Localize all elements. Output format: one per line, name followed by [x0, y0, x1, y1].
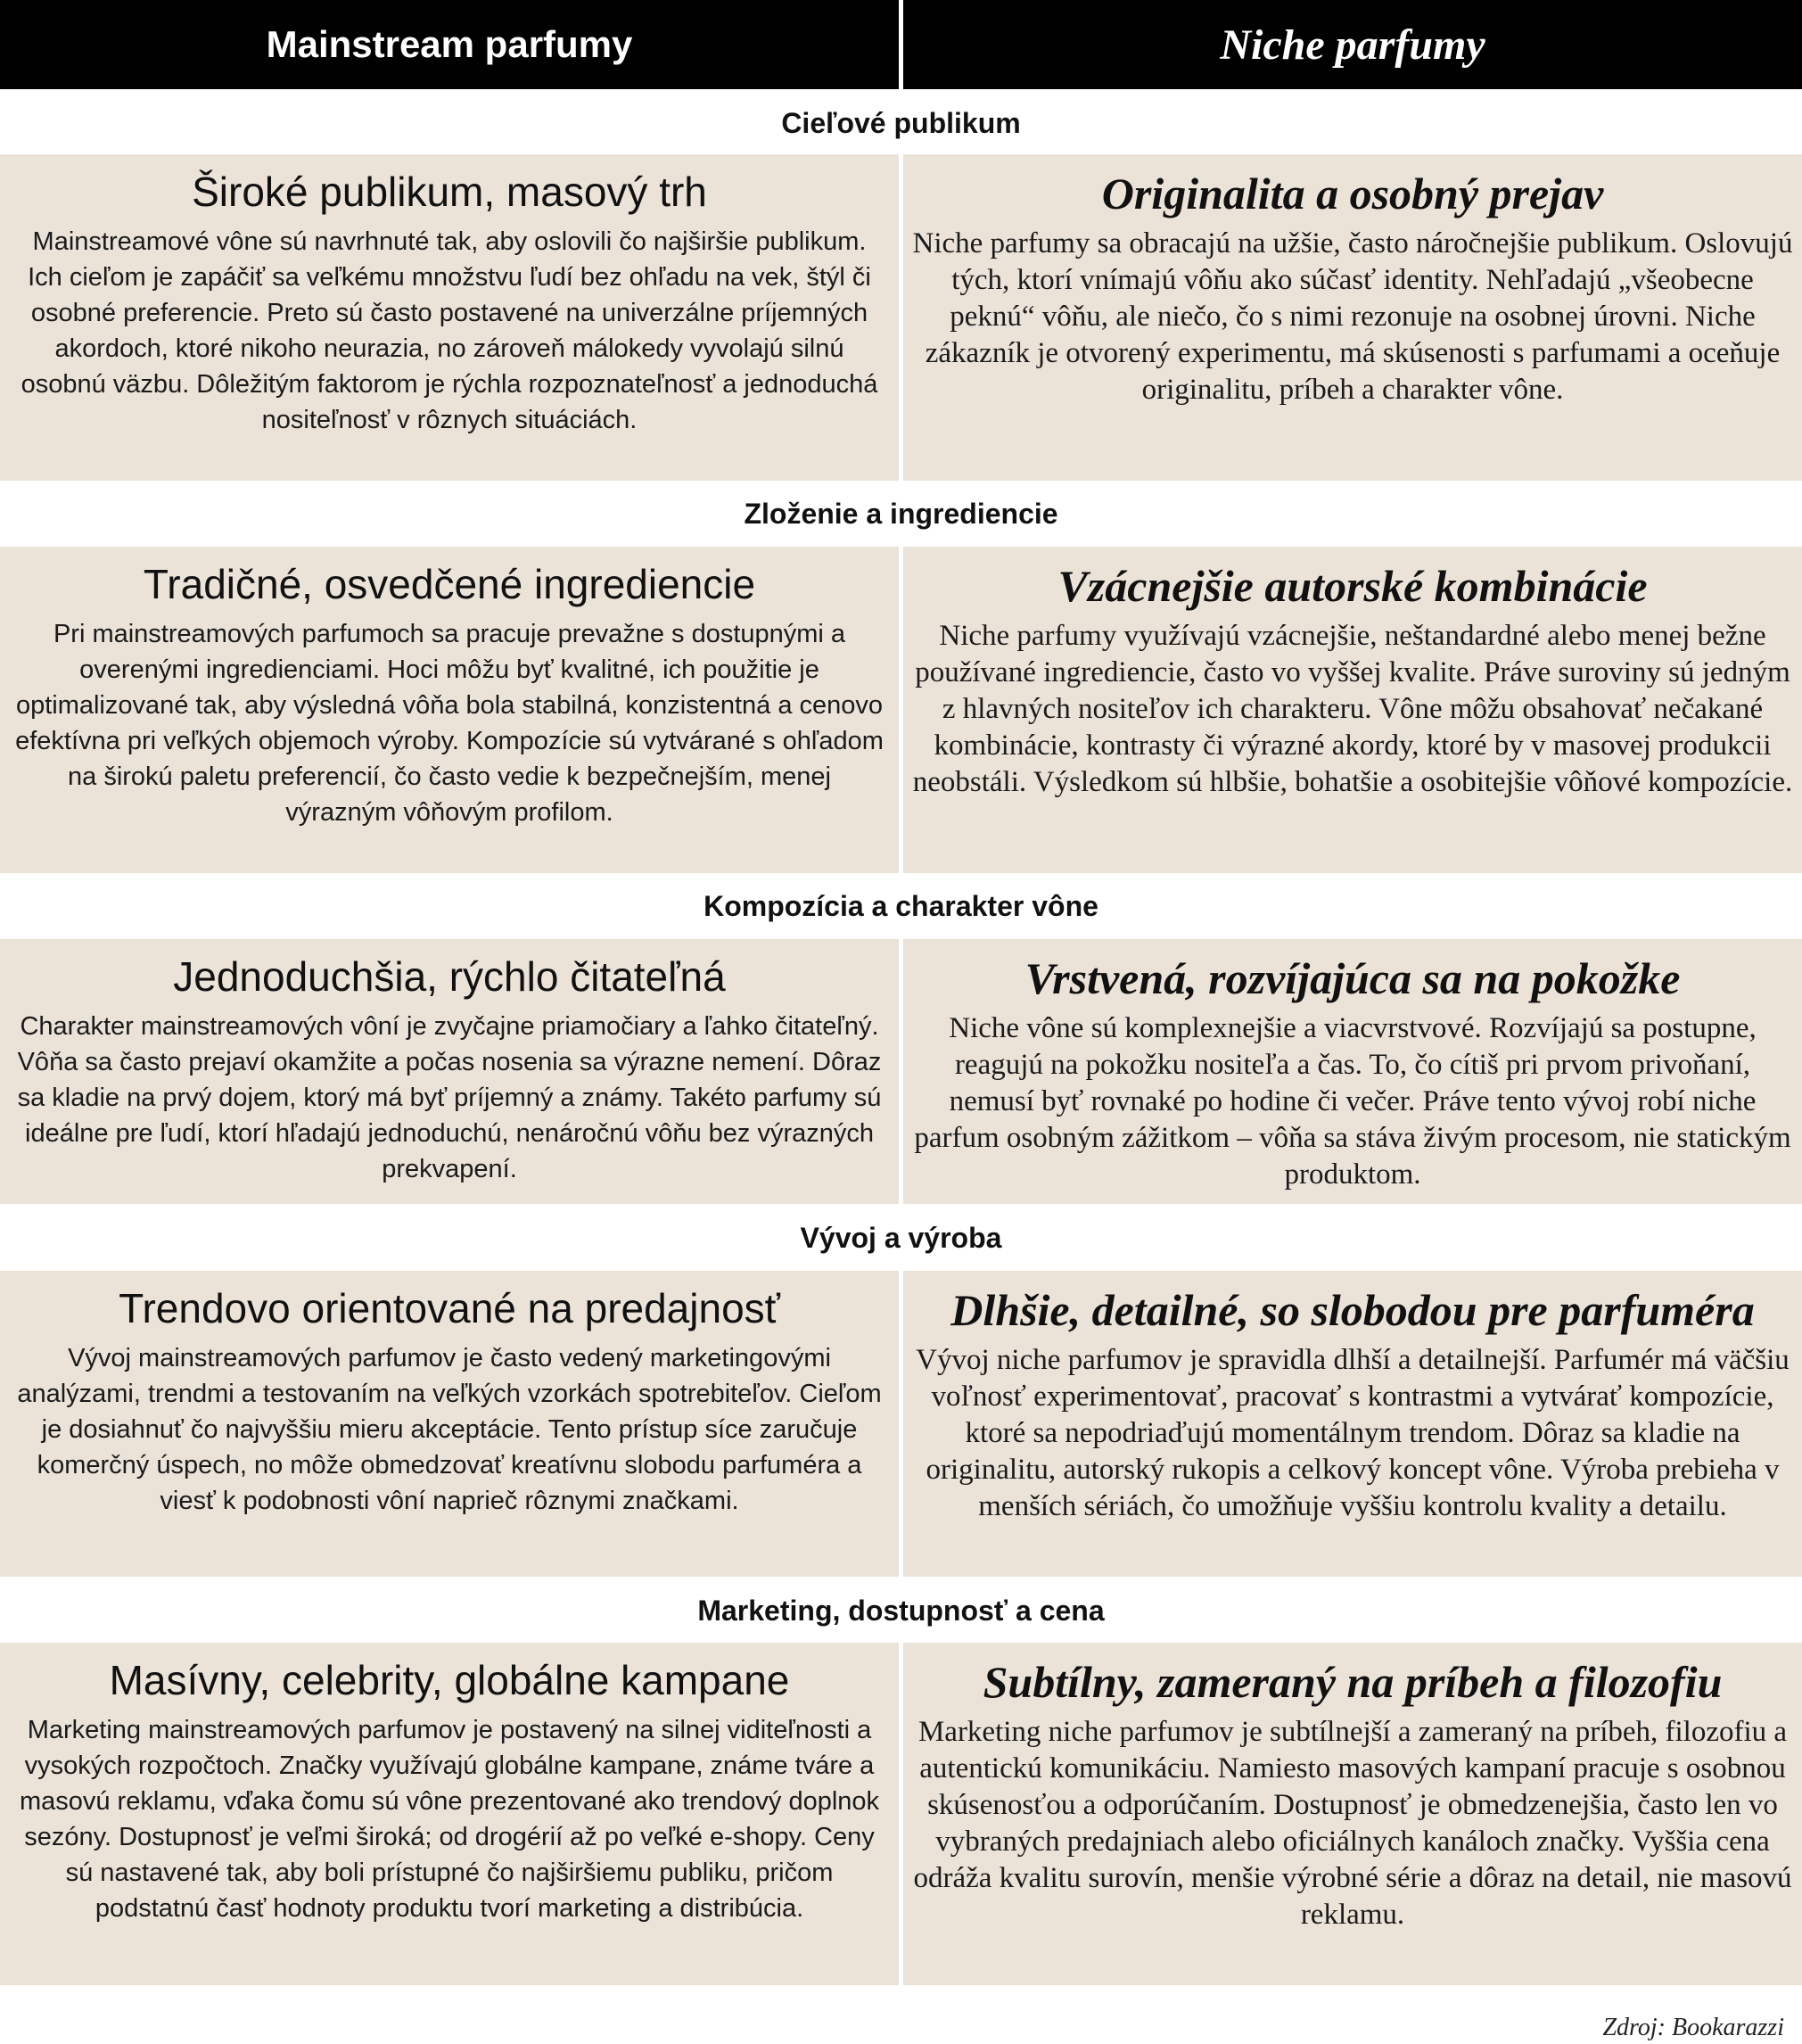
table-row	[0, 939, 1802, 1204]
table-header	[0, 0, 1802, 89]
niche-heading: Originalita a osobný prejav	[1101, 169, 1604, 218]
header-mainstream: Mainstream parfumy	[266, 23, 633, 65]
header-niche: Niche parfumy	[1220, 21, 1485, 69]
mainstream-heading: Masívny, celebrity, globálne kampane	[109, 1657, 790, 1703]
table-row	[0, 154, 1802, 481]
niche-heading: Vrstvená, rozvíjajúca sa na pokožke	[1024, 953, 1681, 1003]
mainstream-cell	[0, 547, 899, 873]
table-row	[0, 1271, 1802, 1577]
mainstream-heading: Tradičné, osvedčené ingrediencie	[143, 561, 756, 607]
mainstream-body: Pri mainstreamových parfumoch sa pracuje prevažne s dostupnými a overenými ingredienciami. Hoci môžu byť kvalitné, ich použitie je optimalizované tak, aby výsledná vôňa bola stabilná, konzistentná a cenovo efektívna pri veľkých objemoch výroby. Kompozície sú vytvárané s ohľadom na širokú paletu preferencií, čo často vedie k bezpečnejším, menej výrazným vôňovým profilom.	[15, 619, 884, 827]
section-title-kompozicia: Kompozícia a charakter vône	[704, 890, 1098, 922]
niche-heading: Dlhšie, detailné, so slobodou pre parfuméra	[950, 1285, 1755, 1335]
niche-body: Niche parfumy využívajú vzácnejšie, neštandardné alebo menej bežne používané ingrediencie, často vo vyššej kvalite. Práve suroviny sú jedným z hlavných nositeľov ich charakteru. Vône môžu obsahovať nečakané kombinácie, kontrasty či výrazné akordy, ktoré by v masovej produkcii neobstáli. Výsledkom sú hlbšie, bohatšie a osobitejšie vôňové kompozície.	[912, 620, 1793, 798]
niche-cell	[903, 547, 1802, 873]
niche-cell	[903, 1271, 1802, 1577]
mainstream-cell	[0, 154, 899, 481]
mainstream-body: Mainstreamové vône sú navrhnuté tak, aby oslovili čo najširšie publikum. Ich cieľom je zapáčiť sa veľkému množstvu ľudí bez ohľadu na vek, štýl či osobné preferencie. Preto sú často postavené na univerzálne príjemných akordoch, ktoré nikoho neurazia, no zároveň málokedy vyvolajú silnú osobnú väzbu. Dôležitým faktorom je rýchla rozpoznateľnosť a jednoduchá nositeľnosť v rôznych situáciách.	[21, 227, 878, 434]
mainstream-body: Marketing mainstreamových parfumov je postavený na silnej viditeľnosti a vysokých rozpočtoch. Značky využívajú globálne kampane, známe tváre a masovú reklamu, vďaka čomu sú vône prezentované ako trendový doplnok sezóny. Dostupnosť je veľmi široká; od drogérií až po veľké e-shopy. Ceny sú nastavené tak, aby boli prístupné čo najširšiemu publiku, pričom podstatnú časť hodnoty produktu tvorí marketing a distribúcia.	[19, 1715, 880, 1923]
section-title-zlozenie: Zloženie a ingrediencie	[744, 498, 1058, 530]
section-title-publikum: Cieľové publikum	[781, 107, 1021, 139]
mainstream-cell	[0, 1271, 899, 1577]
niche-body: Marketing niche parfumov je subtílnejší a zameraný na príbeh, filozofiu a autentickú komunikáciu. Namiesto masových kampaní pracuje s osobnou skúsenosťou a odporúčaním. Dostupnosť je obmedzenejšia, často len vo vybraných predajniach alebo oficiálnych kanáloch značky. Vyššia cena odráža kvalitu surovín, menšie výrobné série a dôraz na detail, nie masovú reklamu.	[913, 1716, 1792, 1931]
mainstream-heading: Trendovo orientované na predajnosť	[119, 1285, 780, 1331]
mainstream-body: Charakter mainstreamových vôní je zvyčajne priamočiary a ľahko čitateľný. Vôňa sa často prejaví okamžite a počas nosenia sa výrazne nemení. Dôraz sa kladie na prvý dojem, ktorý má byť príjemný a známy. Takéto parfumy sú ideálne pre ľudí, ktorí hľadajú jednoduchú, nenáročnú vôňu bez výrazných prekvapení.	[17, 1011, 882, 1183]
niche-heading: Vzácnejšie autorské kombinácie	[1057, 561, 1648, 611]
niche-cell	[903, 939, 1802, 1204]
mainstream-cell	[0, 1643, 899, 1985]
table-row	[0, 547, 1802, 873]
niche-body: Niche parfumy sa obracajú na užšie, často náročnejšie publikum. Oslovujú tých, ktorí vnímajú vôňu ako súčasť identity. Nehľadajú „všeobecne peknú“ vôňu, ale niečo, čo s nimi rezonuje na osobnej úrovni. Niche zákazník je otvorený experimentu, má skúsenosti s parfumami a oceňuje originalitu, príbeh a charakter vône.	[912, 227, 1793, 406]
mainstream-heading: Jednoduchšia, rýchlo čitateľná	[173, 953, 726, 1000]
niche-body: Niche vône sú komplexnejšie a viacvrstvové. Rozvíjajú sa postupne, reagujú na pokožku nositeľa a čas. To, čo cítiš pri prvom privoňaní, nemusí byť rovnaké po hodine či večer. Práve tento vývoj robí niche parfum osobným zážitkom – vôňa sa stáva živým procesom, nie statickým produktom.	[914, 1012, 1791, 1191]
niche-heading: Subtílny, zameraný na príbeh a filozofiu	[983, 1657, 1723, 1707]
section-title-marketing: Marketing, dostupnosť a cena	[697, 1595, 1105, 1627]
mainstream-heading: Široké publikum, masový trh	[192, 169, 707, 215]
section-title-vyvoj: Vývoj a výroba	[800, 1222, 1002, 1254]
table-row	[0, 1643, 1802, 1985]
niche-cell	[903, 1643, 1802, 1985]
niche-body: Vývoj niche parfumov je spravidla dlhší a detailnejší. Parfumér má väčšiu voľnosť experimentovať, pracovať s kontrastmi a vytvárať kompozície, ktoré sa nepodriaďujú momentálnym trendom. Dôraz sa kladie na originalitu, autorský rukopis a celkový koncept vône. Výroba prebieha v menších sériách, čo umožňuje vyššiu kontrolu kvality a detailu.	[916, 1344, 1790, 1522]
mainstream-body: Vývoj mainstreamových parfumov je často vedený marketingovými analýzami, trendmi a testovaním na veľkých vzorkách spotrebiteľov. Cieľom je dosiahnuť čo najvyššiu mieru akceptácie. Tento prístup síce zaručuje komerčný úspech, no môže obmedzovať kreatívnu slobodu parfuméra a viesť k podobnosti vôní naprieč rôznymi značkami.	[17, 1343, 882, 1515]
source-credit: Zdroj: Bookarazzi	[1602, 2014, 1784, 2041]
niche-cell	[903, 154, 1802, 481]
mainstream-cell	[0, 939, 899, 1204]
